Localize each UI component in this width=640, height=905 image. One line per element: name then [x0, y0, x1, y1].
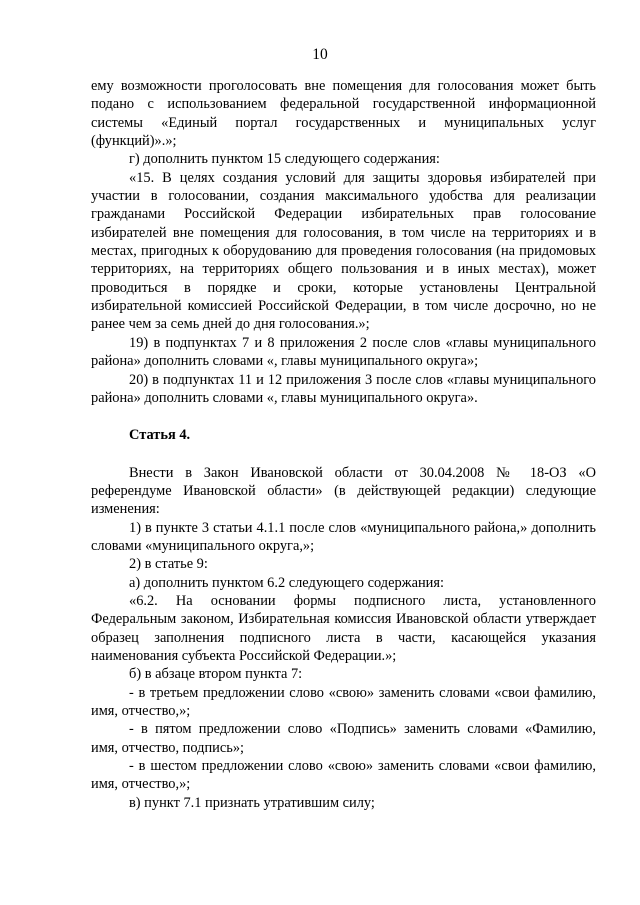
paragraph-dash-sixth: - в шестом предложении слово «свою» заменить словами «свои фамилию, имя, отчество,»;: [91, 758, 596, 793]
paragraph-point-15: «15. В целях создания условий для защиты здоровья избирателей при участии в голосовании, создания максимального удобства для реализации гражданами Российской Федерации избирательных прав голосование избирателей вне помещения для голосования, в том числе на территориях и в местах, пригодных к оборудованию для проведения голосования (на придомовых территориях, на территориях общего пользования и в иных местах), может проводиться в порядке и сроки, которые установлены Центральной избирательной комиссией Российской Федерации, в том числе досрочно, но не ранее чем за семь дней до дня голосования.»;: [91, 169, 596, 333]
paragraph-item-2: 2) в статье 9:: [129, 556, 208, 573]
paragraph-article-intro: Внести в Закон Ивановской области от 30.04.2008 № 18-ОЗ «О референдуме Ивановской области» (в действующей редакции) следующие изменения:: [91, 464, 596, 518]
paragraph-subitem-g: г) дополнить пунктом 15 следующего содержания:: [129, 151, 440, 168]
page-number: 10: [312, 46, 328, 63]
paragraph-continuation: ему возможности проголосовать вне помещения для голосования может быть подано с использованием федеральной государственной информационной системы «Единый портал государственных и муниципальных услуг (функций)».»;: [91, 78, 596, 150]
paragraph-subitem-a: а) дополнить пунктом 6.2 следующего содержания:: [129, 574, 445, 591]
document-body: [91, 77, 596, 812]
paragraph-item-20: 20) в подпунктах 11 и 12 приложения 3 после слов «главы муниципального района» дополнить словами «, главы муниципального округа».: [91, 371, 596, 406]
paragraph-point-6-2: «6.2. На основании формы подписного листа, установленного Федеральным законом, Избирательная комиссия Ивановской области утверждает образец заполнения подписного листа в части, касающейся указания наименования субъекта Российской Федерации.»;: [91, 592, 596, 664]
paragraph-dash-third: - в третьем предложении слово «свою» заменить словами «свои фамилию, имя, отчество,»;: [91, 684, 596, 719]
paragraph-item-19: 19) в подпунктах 7 и 8 приложения 2 после слов «главы муниципального района» дополнить словами «, главы муниципального округа»;: [91, 334, 596, 370]
paragraph-item-1: 1) в пункте 3 статьи 4.1.1 после слов «муниципального района,» дополнить словами «муниципального округа,»;: [91, 519, 596, 554]
paragraph-dash-fifth: - в пятом предложении слово «Подпись» заменить словами «Фамилию, имя, отчество, подпись»;: [91, 721, 596, 756]
article-heading: Статья 4.: [129, 427, 191, 444]
paragraph-subitem-b: б) в абзаце втором пункта 7:: [129, 666, 303, 683]
paragraph-subitem-v: в) пункт 7.1 признать утратившим силу;: [129, 794, 375, 811]
